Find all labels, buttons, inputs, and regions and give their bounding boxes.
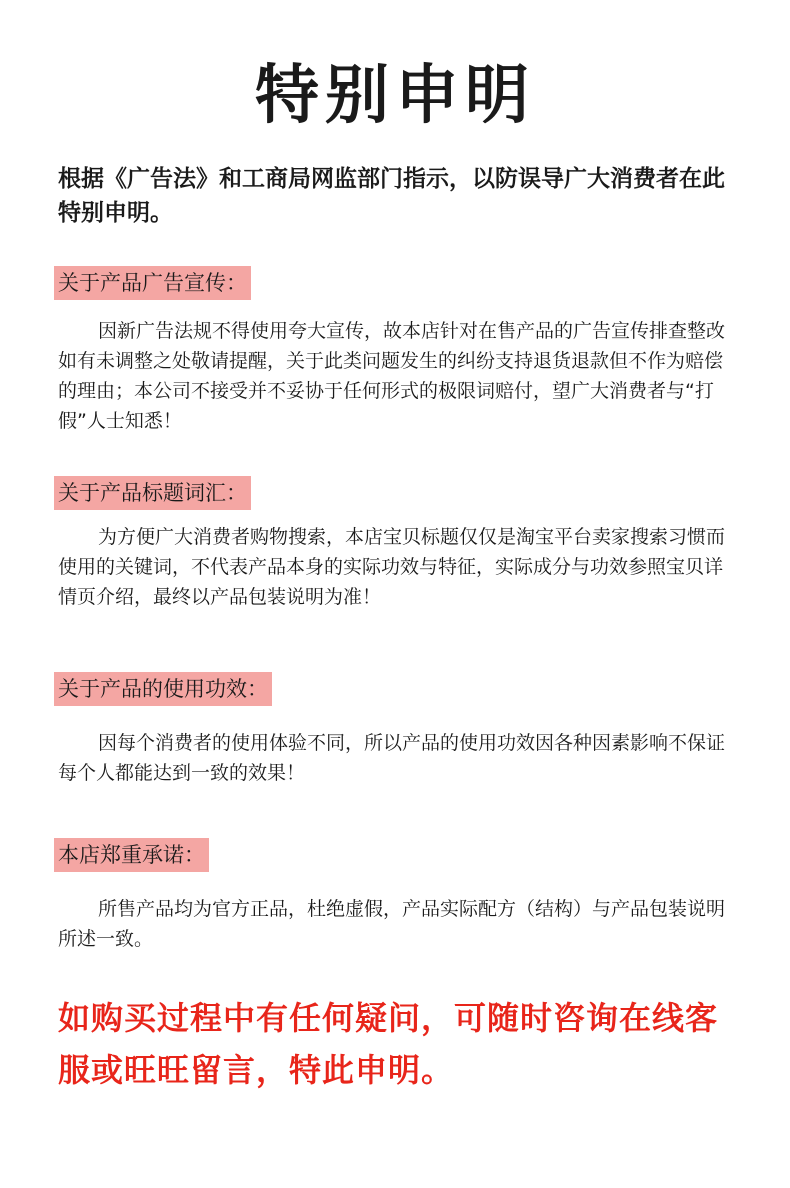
section-heading-advertising: 关于产品广告宣传：	[54, 266, 251, 300]
section-heading-commitment: 本店郑重承诺：	[54, 838, 209, 872]
intro-paragraph: 根据《广告法》和工商局网监部门指示，以防误导广大消费者在此特别申明。	[58, 166, 725, 226]
section-body-title-terms: 为方便广大消费者购物搜索，本店宝贝标题仅仅是淘宝平台卖家搜索习惯而使用的关键词，不代表产品本身的实际功效与特征，实际成分与功效参照宝贝详情页介绍，最终以产品包装说明为准！	[58, 526, 726, 608]
section-body-commitment: 所售产品均为官方正品，杜绝虚假，产品实际配方（结构）与产品包装说明所述一致。	[58, 898, 726, 950]
section-heading-efficacy: 关于产品的使用功效：	[54, 672, 272, 706]
closing-notice: 如购买过程中有任何疑问，可随时咨询在线客服或旺旺留言，特此申明。	[58, 999, 719, 1089]
section-body-efficacy: 因每个消费者的使用体验不同，所以产品的使用功效因各种因素影响不保证每个人都能达到一致的效果！	[58, 732, 726, 784]
page-title: 特别申明	[255, 59, 535, 133]
section-heading-title-terms: 关于产品标题词汇：	[54, 476, 251, 510]
section-body-advertising: 因新广告法规不得使用夸大宣传，故本店针对在售产品的广告宣传排查整改如有未调整之处敬请提醒，关于此类问题发生的纠纷支持退货退款但不作为赔偿的理由；本公司不接受并不妥协于任何形式的极限词赔付，望广大消费者与“打假”人士知悉！	[58, 320, 726, 432]
